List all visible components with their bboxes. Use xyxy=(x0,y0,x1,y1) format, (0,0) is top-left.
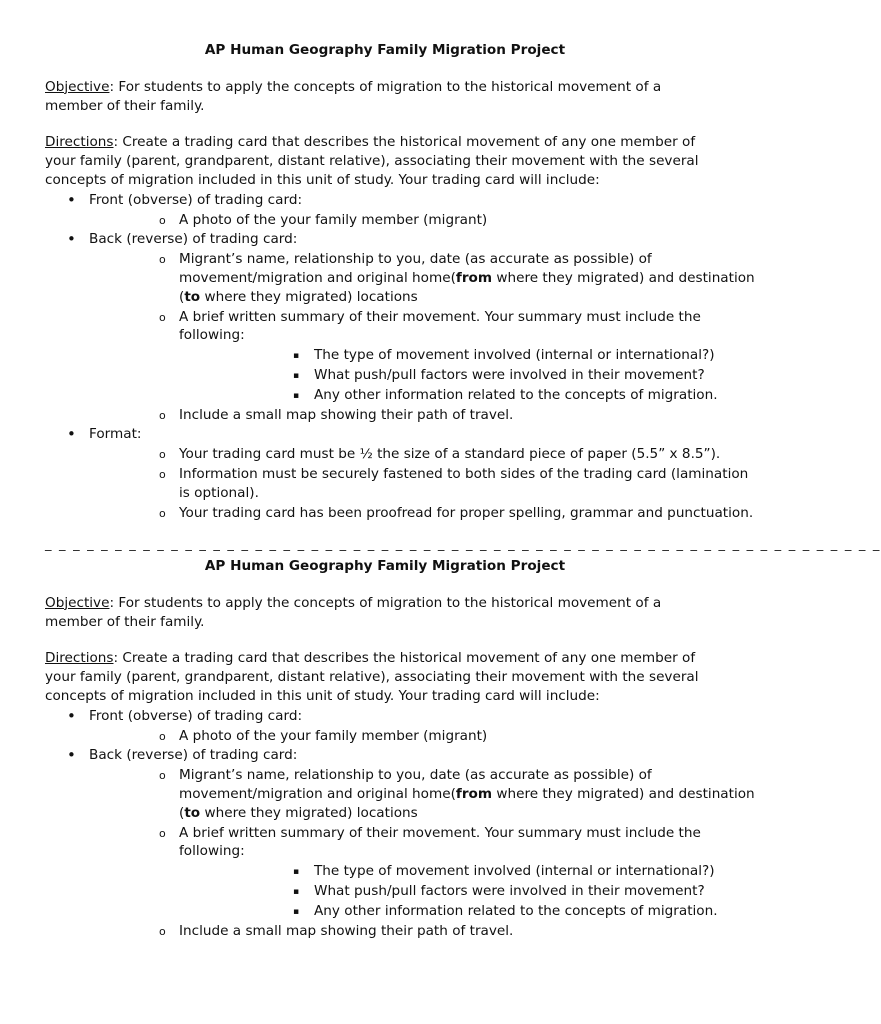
square-bullet-marker: ▪ xyxy=(293,390,300,401)
name-item-line-2b: where they migrated) and destination xyxy=(492,269,755,286)
list-item-front xyxy=(45,707,725,746)
summary-item-line-2: following: xyxy=(179,327,245,344)
name-item-line-1: Migrant’s name, relationship to you, date (as accurate as possible) of xyxy=(179,767,652,784)
list-item-summary xyxy=(89,824,725,921)
list-item-summary-point xyxy=(179,862,725,881)
list-item-format xyxy=(45,425,754,522)
summary-point-text: Any other information related to the concepts of migration. xyxy=(314,386,718,403)
summary-item-line-1: A brief written summary of their movement. Your summary must include the xyxy=(179,308,701,325)
summary-points-list xyxy=(179,346,725,404)
square-bullet-marker: ▪ xyxy=(293,867,300,878)
square-bullet-marker: ▪ xyxy=(293,886,300,897)
list-item-summary-point xyxy=(179,902,725,921)
objective-text-2: member of their family. xyxy=(45,613,205,630)
map-item: Include a small map showing their path of travel. xyxy=(179,922,514,939)
card-requirements-list xyxy=(45,190,755,523)
cut-line-divider: _ _ _ _ _ _ _ _ _ _ _ _ _ _ _ _ _ _ _ _ _ _ _ _ _ _ _ _ _ _ _ _ _ _ _ _ _ _ _ _ _ _ _ _ _ _ _ _ _ _ _ _ _ _ _ _ _ _ _ _ xyxy=(45,537,881,552)
sub-bullet-marker: o xyxy=(159,253,166,267)
name-item-line-2a: movement/migration and original home( xyxy=(179,269,456,286)
objective-text-2: member of their family. xyxy=(45,97,205,114)
bullet-marker: • xyxy=(67,746,76,765)
back-sublist xyxy=(89,766,755,940)
to-emphasis: to xyxy=(184,804,201,821)
summary-point-text: What push/pull factors were involved in their movement? xyxy=(314,882,705,899)
list-item-summary-point xyxy=(179,346,725,365)
objective-text-1: : For students to apply the concepts of migration to the historical movement of a xyxy=(109,594,662,611)
handout-section-1 xyxy=(45,41,755,522)
name-item-line-1: Migrant’s name, relationship to you, date (as accurate as possible) of xyxy=(179,251,652,268)
name-item-line-3b: where they migrated) locations xyxy=(200,288,418,305)
list-item-map xyxy=(89,406,725,425)
back-sublist xyxy=(89,250,755,424)
directions-label: Directions xyxy=(45,650,114,667)
directions-paragraph xyxy=(45,133,725,189)
objective-paragraph xyxy=(45,594,725,632)
summary-point-text: The type of movement involved (internal or international?) xyxy=(314,347,715,364)
summary-point-text: Any other information related to the concepts of migration. xyxy=(314,902,718,919)
list-item-summary-point xyxy=(179,366,725,385)
directions-paragraph xyxy=(45,649,725,705)
page-title: AP Human Geography Family Migration Project xyxy=(204,558,566,574)
list-item-map xyxy=(89,922,725,941)
front-sublist xyxy=(89,211,725,230)
list-item-fastened xyxy=(89,465,749,503)
square-bullet-marker: ▪ xyxy=(293,370,300,381)
proofread-item: Your trading card has been proofread for proper spelling, grammar and punctuation. xyxy=(179,504,754,521)
list-item-back xyxy=(45,230,755,424)
directions-text-1: : Create a trading card that describes the historical movement of any one member of xyxy=(113,650,696,667)
list-item-summary-point xyxy=(179,882,725,901)
to-emphasis: to xyxy=(184,288,201,305)
name-item-line-2a: movement/migration and original home( xyxy=(179,785,456,802)
summary-point-text: What push/pull factors were involved in their movement? xyxy=(314,366,705,383)
back-label: Back (reverse) of trading card: xyxy=(89,231,298,248)
list-item-summary xyxy=(89,308,725,405)
name-item-line-3b: where they migrated) locations xyxy=(200,804,418,821)
sub-bullet-marker: o xyxy=(159,506,166,520)
bullet-marker: • xyxy=(67,190,76,209)
sub-bullet-marker: o xyxy=(159,448,166,462)
list-item-size xyxy=(89,445,725,464)
spacer xyxy=(45,576,725,594)
objective-paragraph xyxy=(45,78,725,116)
sub-bullet-marker: o xyxy=(159,826,166,840)
directions-text-1: : Create a trading card that describes the historical movement of any one member of xyxy=(113,134,696,151)
photo-item: A photo of the your family member (migrant) xyxy=(179,727,488,744)
objective-label: Objective xyxy=(45,78,110,95)
format-sublist xyxy=(89,445,754,522)
card-requirements-list xyxy=(45,706,755,941)
map-item: Include a small map showing their path of travel. xyxy=(179,406,514,423)
directions-label: Directions xyxy=(45,134,114,151)
name-item-line-3a: ( xyxy=(179,804,185,821)
objective-label: Objective xyxy=(45,594,110,611)
format-label: Format: xyxy=(89,426,142,443)
bullet-marker: • xyxy=(67,706,76,725)
front-label: Front (obverse) of trading card: xyxy=(89,707,303,724)
bullet-marker: • xyxy=(67,230,76,249)
name-item-line-2b: where they migrated) and destination xyxy=(492,785,755,802)
list-item-proofread xyxy=(89,504,754,523)
sub-bullet-marker: o xyxy=(159,924,166,938)
list-item-name xyxy=(89,250,755,306)
sub-bullet-marker: o xyxy=(159,213,166,227)
sub-bullet-marker: o xyxy=(159,729,166,743)
from-emphasis: from xyxy=(455,269,493,286)
list-item-photo xyxy=(89,727,725,746)
sub-bullet-marker: o xyxy=(159,408,166,422)
list-item-front xyxy=(45,191,725,230)
spacer xyxy=(45,115,725,133)
list-item-back xyxy=(45,746,755,940)
handout-section-2 xyxy=(45,557,755,940)
square-bullet-marker: ▪ xyxy=(293,351,300,362)
back-label: Back (reverse) of trading card: xyxy=(89,747,298,764)
size-item: Your trading card must be ½ the size of a standard piece of paper (5.5” x 8.5”). xyxy=(179,446,721,463)
page-title: AP Human Geography Family Migration Project xyxy=(204,42,566,58)
directions-text-2: your family (parent, grandparent, distant relative), associating their movement with the several xyxy=(45,153,699,170)
front-sublist xyxy=(89,727,725,746)
bullet-marker: • xyxy=(67,425,76,444)
spacer xyxy=(45,60,725,78)
summary-point-text: The type of movement involved (internal or international?) xyxy=(314,863,715,880)
list-item-photo xyxy=(89,211,725,230)
sub-bullet-marker: o xyxy=(159,467,166,481)
spacer xyxy=(45,631,725,649)
directions-text-3: concepts of migration included in this unit of study. Your trading card will include: xyxy=(45,687,600,704)
photo-item: A photo of the your family member (migrant) xyxy=(179,211,488,228)
square-bullet-marker: ▪ xyxy=(293,906,300,917)
front-label: Front (obverse) of trading card: xyxy=(89,191,303,208)
from-emphasis: from xyxy=(455,785,493,802)
summary-points-list xyxy=(179,862,725,920)
summary-item-line-1: A brief written summary of their movement. Your summary must include the xyxy=(179,824,701,841)
directions-text-3: concepts of migration included in this unit of study. Your trading card will include: xyxy=(45,171,600,188)
directions-text-2: your family (parent, grandparent, distant relative), associating their movement with the several xyxy=(45,669,699,686)
summary-item-line-2: following: xyxy=(179,843,245,860)
list-item-name xyxy=(89,766,755,822)
fastened-item-line-2: is optional). xyxy=(179,484,259,501)
sub-bullet-marker: o xyxy=(159,310,166,324)
name-item-line-3a: ( xyxy=(179,288,185,305)
objective-text-1: : For students to apply the concepts of migration to the historical movement of a xyxy=(109,78,662,95)
list-item-summary-point xyxy=(179,386,725,405)
fastened-item-line-1: Information must be securely fastened to both sides of the trading card (lamination xyxy=(179,465,749,482)
sub-bullet-marker: o xyxy=(159,769,166,783)
